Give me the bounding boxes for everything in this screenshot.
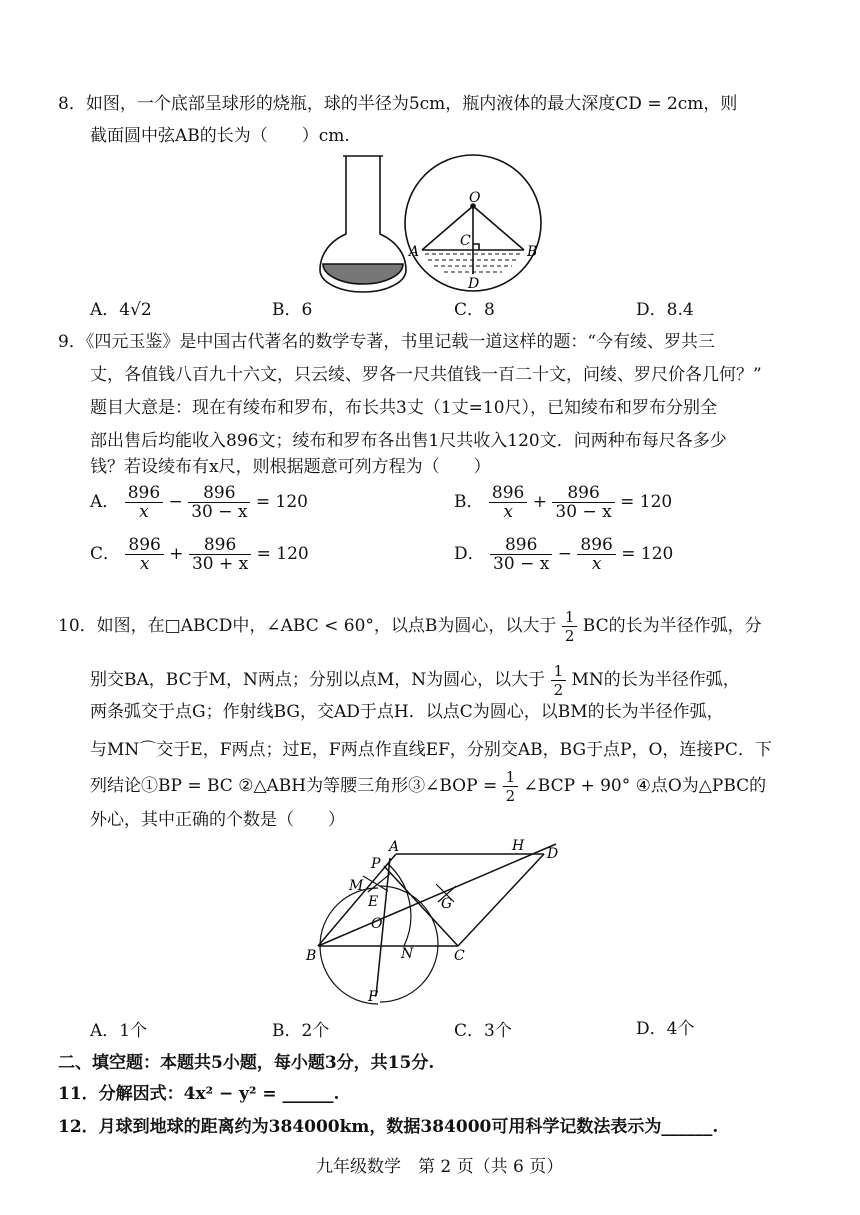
q8-figure [310, 148, 560, 298]
label-C: C [460, 233, 471, 249]
q10-option-d: D．4个 [636, 1019, 695, 1039]
label-A10: A [389, 839, 400, 855]
section-heading: 二、填空题：本题共5小题，每小题3分，共15分. [58, 1053, 435, 1073]
page-footer: 九年级数学 第 2 页（共 6 页） [316, 1157, 564, 1177]
label-E: E [368, 894, 379, 910]
q9-option-c: C． $\frac{896}{x}$ + $\frac{896}{30 + x}$ = 120 [90, 535, 309, 574]
q9-line1: 9．《四元玉鉴》是中国古代著名的数学专著，书里记载一道这样的题：“今有绫、罗共三 [58, 332, 716, 352]
q10-option-a: A．1个 [90, 1021, 148, 1041]
q9-option-d: D． $\frac{896}{30 - x}$ − $\frac{896}{x}$ = 120 [454, 535, 674, 574]
label-D: D [468, 276, 480, 292]
label-H: H [512, 838, 525, 854]
q11-line: 11．分解因式：4x² − y² = ______. [58, 1084, 340, 1104]
circle-diagram [405, 155, 541, 291]
label-B: B [527, 244, 538, 260]
label-D10: D [547, 846, 559, 862]
q8-option-b: B．6 [272, 300, 313, 320]
q10-line2: 别交BA，BC于M，N两点；分别以点M，N为圆心，以大于 $\frac{1}{2}$ MN的长为半径作弧， [90, 662, 740, 699]
q10-line3: 两条弧交于点G；作射线BG，交AD于点H．以点C为圆心，以BM的长为半径作弧， [90, 702, 724, 722]
q10-line4: 与MN⌒交于E，F两点；过E，F两点作直线EF，分别交AB，BG于点P，O，连接PC．下 [90, 740, 772, 760]
q10-option-c: C．3个 [454, 1021, 512, 1041]
q10-option-b: B．2个 [272, 1021, 330, 1041]
label-A: A [409, 244, 420, 260]
q9-line2: 丈，各值钱八百九十六文，只云绫、罗各一尺共值钱一百二十文，问绫、罗尺价各几何？” [90, 365, 762, 385]
label-F: F [368, 989, 378, 1005]
label-P: P [371, 856, 381, 872]
q8-line1: 8．如图，一个底部呈球形的烧瓶，球的半径为5cm，瓶内液体的最大深度CD = 2cm，则 [58, 94, 738, 114]
label-B10: B [306, 948, 317, 964]
flask-illustration [320, 156, 406, 292]
q9-option-a: A． $\frac{896}{x}$ − $\frac{896}{30 - x}$ = 120 [90, 483, 308, 522]
q8-option-c: C．8 [454, 300, 495, 320]
q8-option-d: D．8.4 [636, 300, 694, 320]
q10-line6: 外心，其中正确的个数是（ ） [90, 810, 345, 830]
q9-line5: 钱？若设绫布有x尺，则根据题意可列方程为（ ） [90, 457, 491, 477]
q9-line4: 部出售后均能收入896文；绫布和罗布各出售1尺共收入120文．问两种布每尺各多少 [90, 431, 727, 451]
label-O10: O [371, 916, 383, 932]
q10-figure [298, 836, 568, 1008]
label-C10: C [454, 948, 465, 964]
q12-line: 12．月球到地球的距离约为384000km，数据384000可用科学记数法表示为______. [58, 1117, 719, 1137]
q9-line3: 题目大意是：现在有绫布和罗布，布长共3丈（1丈=10尺），已知绫布和罗布分别全 [90, 398, 718, 418]
q9-option-b: B． $\frac{896}{x}$ + $\frac{896}{30 - x}$ = 120 [454, 483, 673, 522]
q10-line1: 10．如图，在□ABCD中，∠ABC < 60°，以点B为圆心，以大于 $\frac{1}{2}$ BC的长为半径作弧，分 [58, 608, 762, 645]
q8-line2: 截面圆中弦AB的长为（ ）cm. [90, 126, 350, 146]
label-M: M [349, 878, 364, 894]
q10-line5: 列结论①BP = BC ②△ABH为等腰三角形③∠BOP = $\frac{1}{2}$ ∠BCP + 90° ④点O为△PBC的 [90, 768, 767, 805]
q8-option-a: A．4√2 [90, 300, 152, 320]
label-N: N [401, 946, 414, 962]
label-O: O [469, 190, 481, 206]
label-G: G [441, 896, 453, 912]
